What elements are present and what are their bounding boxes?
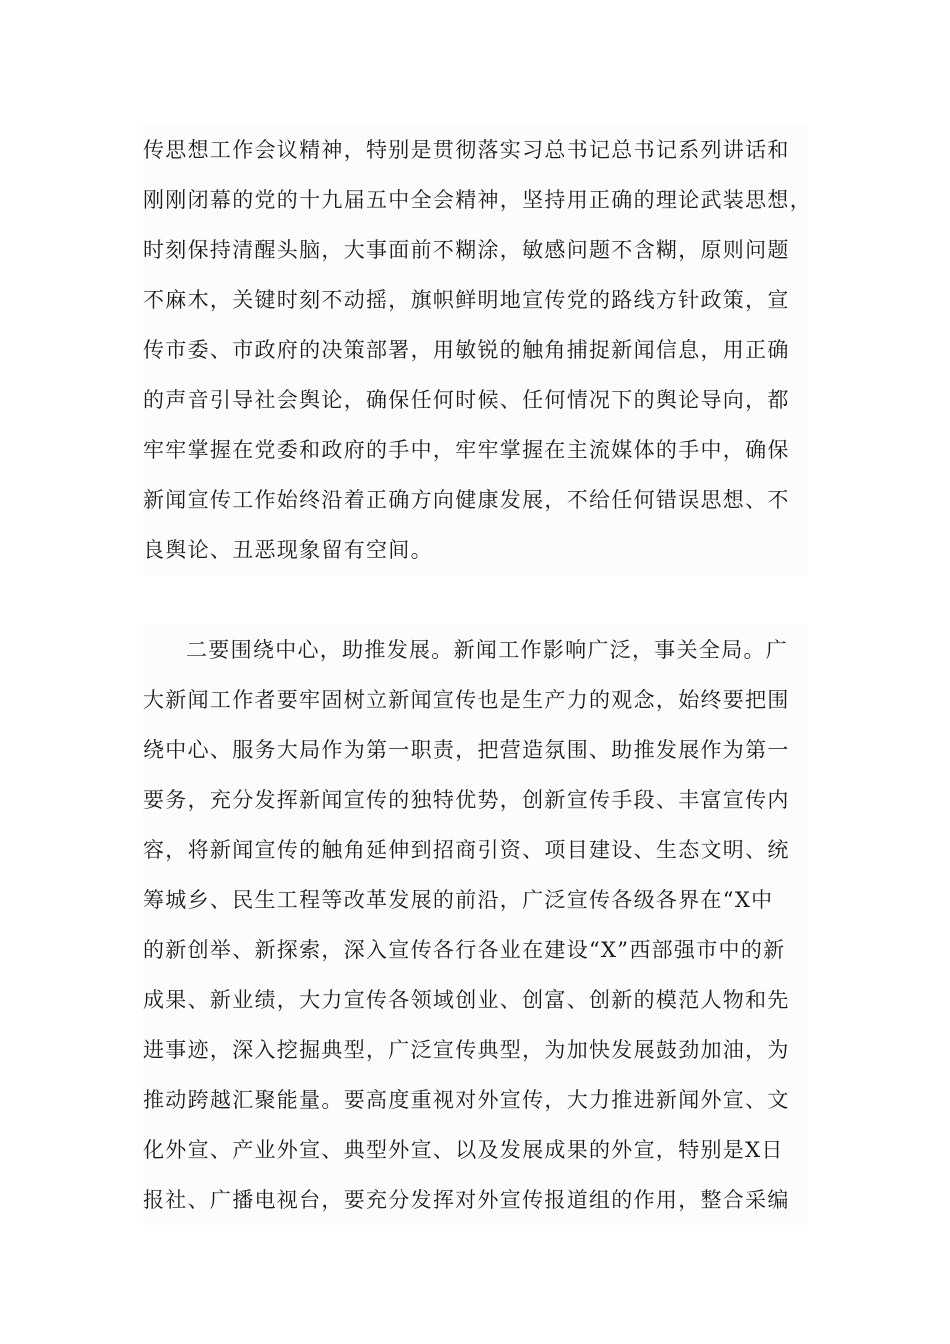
paragraph-section-two [143, 625, 807, 1225]
text-line: 良舆论、丑恶现象留有空间。 [143, 538, 433, 562]
text-line: 报社、广播电视台，要充分发挥对外宣传报道组的作用，整合采编 [143, 1188, 790, 1212]
text-line: 传市委、市政府的决策部署，用敏锐的触角捕捉新闻信息，用正确 [143, 338, 790, 362]
text-line: 传思想工作会议精神，特别是贯彻落实习总书记总书记系列讲话和 [143, 138, 790, 162]
text-line: 推动跨越汇聚能量。要高度重视对外宣传，大力推进新闻外宣、文 [143, 1088, 790, 1112]
text-line: 大新闻工作者要牢固树立新闻宣传也是生产力的观念，始终要把围 [143, 688, 790, 712]
text-line: 化外宣、产业外宣、典型外宣、以及发展成果的外宣，特别是X日 [143, 1138, 784, 1162]
text-line: 牢牢掌握在党委和政府的手中，牢牢掌握在主流媒体的手中，确保 [143, 438, 790, 462]
text-line: 刚刚闭幕的党的十九届五中全会精神，坚持用正确的理论武装思想， [143, 188, 812, 212]
text-line: 绕中心、服务大局作为第一职责，把营造氛围、助推发展作为第一 [143, 738, 790, 762]
text-line: 的新创举、新探索，深入宣传各行各业在建设“X”西部强市中的新 [143, 938, 786, 962]
text-line: 不麻木，关键时刻不动摇，旗帜鲜明地宣传党的路线方针政策，宣 [143, 288, 790, 312]
text-line: 新闻宣传工作始终沿着正确方向健康发展，不给任何错误思想、不 [143, 488, 790, 512]
text-line: 进事迹，深入挖掘典型，广泛宣传典型，为加快发展鼓劲加油，为 [143, 1038, 790, 1062]
text-line: 容，将新闻宣传的触角延伸到招商引资、项目建设、生态文明、统 [143, 838, 790, 862]
text-line: 成果、新业绩，大力宣传各领域创业、创富、创新的模范人物和先 [143, 988, 790, 1012]
text-line: 的声音引导社会舆论，确保任何时候、任何情况下的舆论导向，都 [143, 388, 790, 412]
text-line: 时刻保持清醒头脑，大事面前不糊涂，敏感问题不含糊，原则问题 [143, 238, 790, 262]
paragraph-continued [143, 125, 812, 575]
text-line: 要务，充分发挥新闻宣传的独特优势，创新宣传手段、丰富宣传内 [143, 788, 790, 812]
text-line: 筹城乡、民生工程等改革发展的前沿，广泛宣传各级各界在“X中 [143, 888, 774, 912]
text-line: 二要围绕中心，助推发展。新闻工作影响广泛，事关全局。广 [186, 638, 789, 662]
